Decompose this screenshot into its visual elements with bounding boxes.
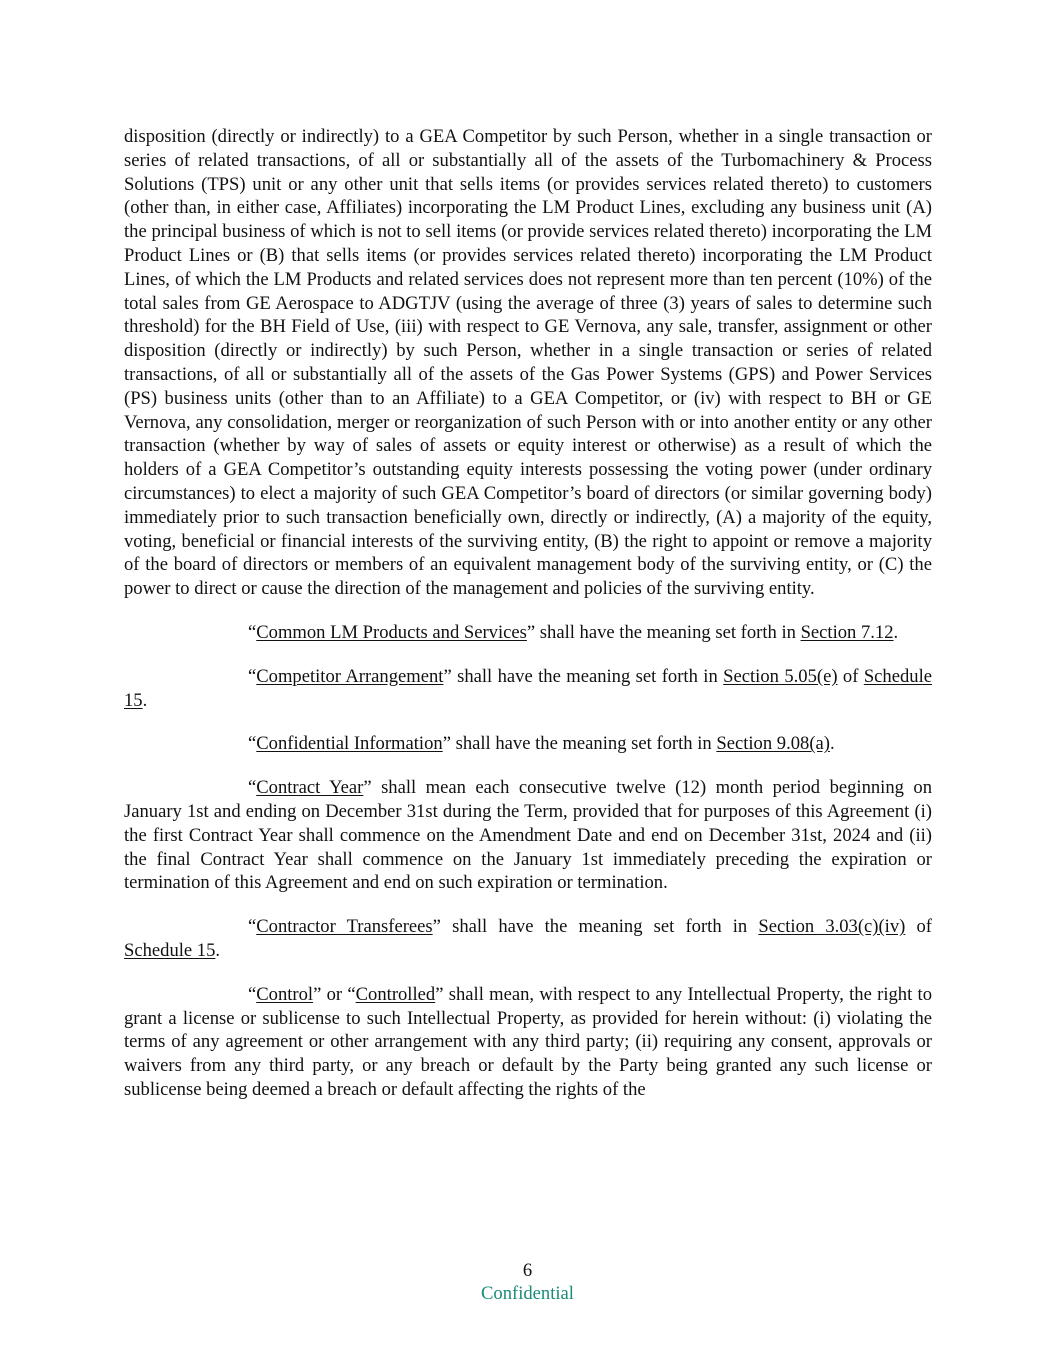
defined-term: Common LM Products and Services xyxy=(256,621,527,643)
page-number: 6 xyxy=(522,1260,533,1281)
defined-term: Confidential Information xyxy=(256,733,443,755)
definition-competitor-arrangement: “Competitor Arrangement” shall have the meaning set forth in Section 5.05(e) of Schedule 15. xyxy=(124,665,932,711)
confidential-label: Confidential xyxy=(481,1283,574,1304)
definition-contractor-transferees: “Contractor Transferees” shall have the meaning set forth in Section 3.03(c)(iv) of Schedule 15. xyxy=(124,916,932,961)
definition-common-lm-products: “Common LM Products and Services” shall have the meaning set forth in Section 7.12. xyxy=(248,621,899,643)
schedule-reference: Schedule 15 xyxy=(124,665,932,711)
schedule-reference: Schedule 15 xyxy=(124,939,216,961)
section-reference: Section 3.03(c)(iv) xyxy=(758,916,906,938)
defined-term: Contractor Transferees xyxy=(256,916,433,938)
defined-term: Controlled xyxy=(355,983,436,1005)
defined-term: Competitor Arrangement xyxy=(256,665,444,687)
section-reference: Section 7.12 xyxy=(800,621,894,643)
continuation-paragraph: disposition (directly or indirectly) to a GEA Competitor by such Person, whether in a single transaction or series of related transactions, of all or substantially all of the assets of the Turbomachinery & Process Solutions (TPS) unit or any other unit that sells items (or provides services related thereto) to customers (other than, in either case, Affiliates) incorporating the LM Product Lines, excluding any business unit (A) the principal business of which is not to sell items (or provide services related thereto) incorporating the LM Product Lines or (B) that sells items (or provides services related thereto) incorporating the LM Product Lines, of which the LM Products and related services does not represent more than ten percent (10%) of the total sales from GE Aerospace to ADGTJV (using the average of three (3) years of sales to determine such threshold) for the BH Field of Use, (iii) with respect to GE Vernova, any sale, transfer, assignment or other disposition (directly or indirectly) by such Person, whether in a single transaction or series of related transactions, of all or substantially all of the assets of the Gas Power Systems (GPS) and Power Services (PS) business units (other than to an Affiliate) to a GEA Competitor, or (iv) with respect to BH or GE Vernova, any consolidation, merger or reorganization of such Person with or into another entity or any other transaction (whether by way of sales of assets or equity interest or otherwise) as a result of which the holders of a GEA Competitor’s outstanding equity interests possessing the voting power (under ordinary circumstances) to elect a majority of such GEA Competitor’s board of directors (or similar governing body) immediately prior to such transaction beneficially own, directly or indirectly, (A) a majority of the equity, voting, beneficial or financial interests of the surviving entity, (B) the right to appoint or remove a majority of the board of directors or members of an equivalent management body of the surviving entity, or (C) the power to direct or cause the direction of the management and policies of the surviving entity. xyxy=(124,126,932,600)
document-body xyxy=(124,125,932,1102)
definition-contract-year: “Contract Year” shall mean each consecutive twelve (12) month period beginning on January 1st and ending on December 31st during the Term, provided that for purposes of this Agreement (i) the first Contract Year shall commence on the Amendment Date and end on December 31st, 2024 and (ii) the final Contract Year shall commence on the January 1st immediately preceding the expiration or termination of this Agreement and end on such expiration or termination. xyxy=(124,777,933,894)
definition-confidential-information: “Confidential Information” shall have the meaning set forth in Section 9.08(a). xyxy=(248,733,835,755)
section-reference: Section 5.05(e) xyxy=(723,665,838,687)
defined-term: Contract Year xyxy=(256,777,364,799)
defined-term: Control xyxy=(256,983,314,1005)
section-reference: Section 9.08(a) xyxy=(716,733,830,755)
definition-control: “Control” or “Controlled” shall mean, with respect to any Intellectual Property, the right to grant a license or sublicense to such Intellectual Property, as provided for herein without: (i) violating the terms of any agreement or other arrangement with any third party; (ii) requiring any consent, approvals or waivers from any third party, or any breach or default by the Party being granted any such license or sublicense being deemed a breach or default affecting the rights of the xyxy=(124,983,932,1100)
